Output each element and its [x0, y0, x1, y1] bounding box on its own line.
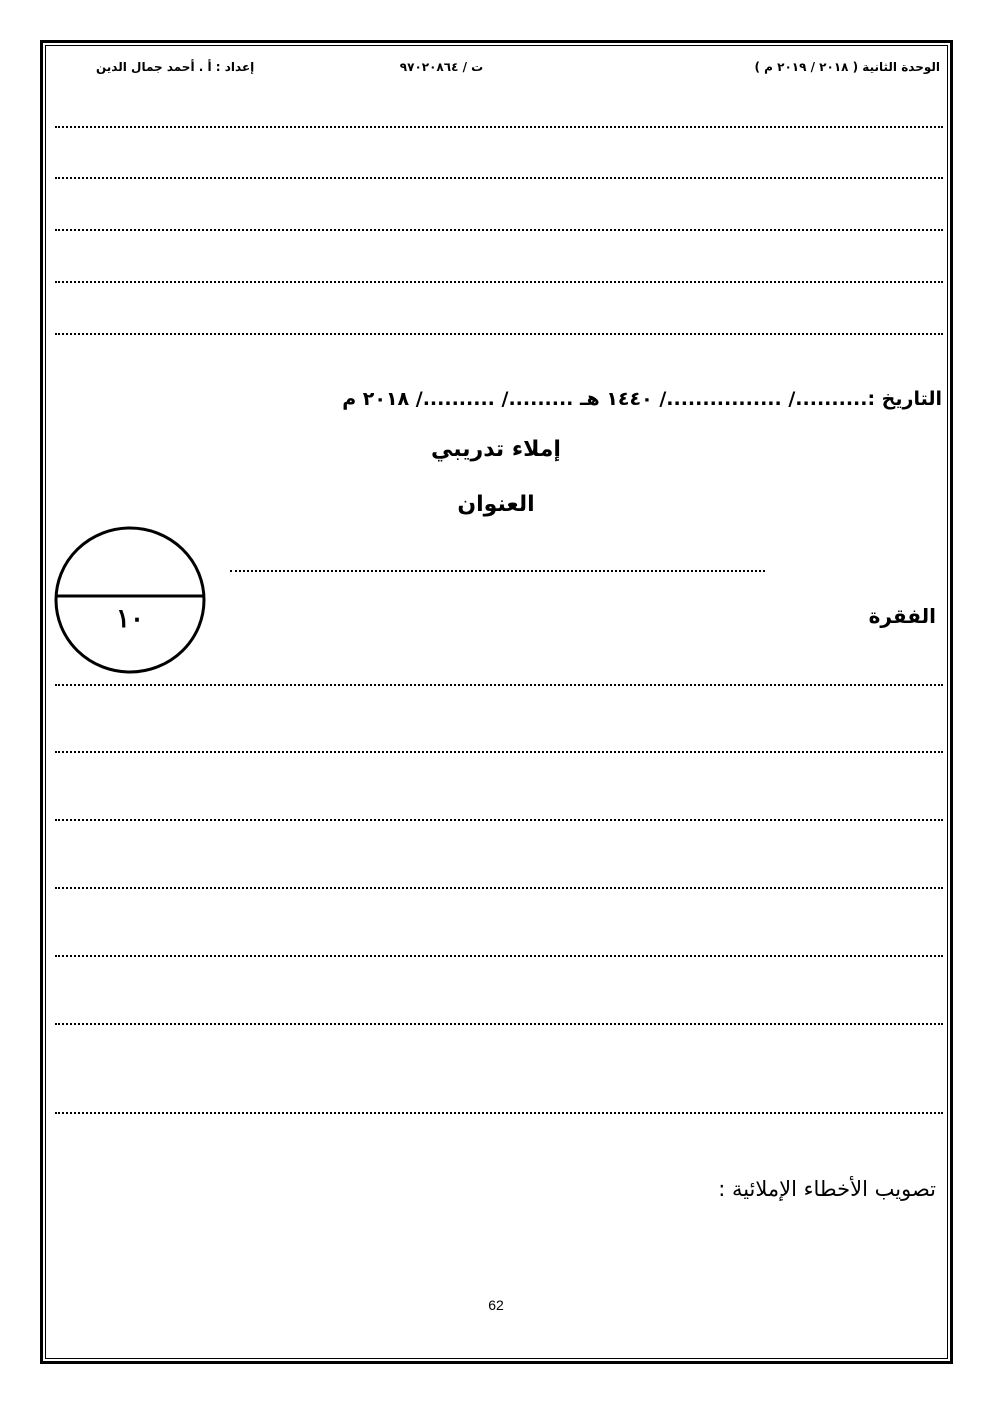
writing-line: [55, 684, 943, 686]
worksheet-title: إملاء تدريبي: [431, 437, 561, 462]
writing-line: [55, 819, 943, 821]
title-answer-line: [230, 570, 765, 572]
unit-header: الوحدة الثانية ( ٢٠١٨ / ٢٠١٩ م ): [754, 60, 940, 74]
subject-title: العنوان: [457, 492, 535, 517]
score-circle: [54, 526, 206, 674]
writing-line: [55, 955, 943, 957]
writing-line: [55, 1023, 943, 1025]
writing-line: [55, 751, 943, 753]
writing-line: [55, 126, 943, 128]
page-number: 62: [488, 1297, 504, 1313]
writing-line: [55, 229, 943, 231]
writing-line: [55, 887, 943, 889]
writing-line: [55, 1112, 943, 1114]
paragraph-label: الفقرة: [868, 604, 936, 628]
phone-header: ت / ٩٧٠٢٠٨٦٤: [399, 60, 484, 74]
writing-line: [55, 281, 943, 283]
page-border-inner: [45, 45, 948, 1359]
author-header: إعداد : أ . أحمد جمال الدين: [96, 60, 255, 74]
score-total: ١٠: [116, 604, 144, 634]
date-line: التاريخ :........../ ................/ ١٤٤٠ هـ ........./ ........../ ٢٠١٨ م: [342, 388, 942, 410]
writing-line: [55, 333, 943, 335]
corrections-label: تصويب الأخطاء الإملائية :: [718, 1177, 936, 1201]
writing-line: [55, 177, 943, 179]
